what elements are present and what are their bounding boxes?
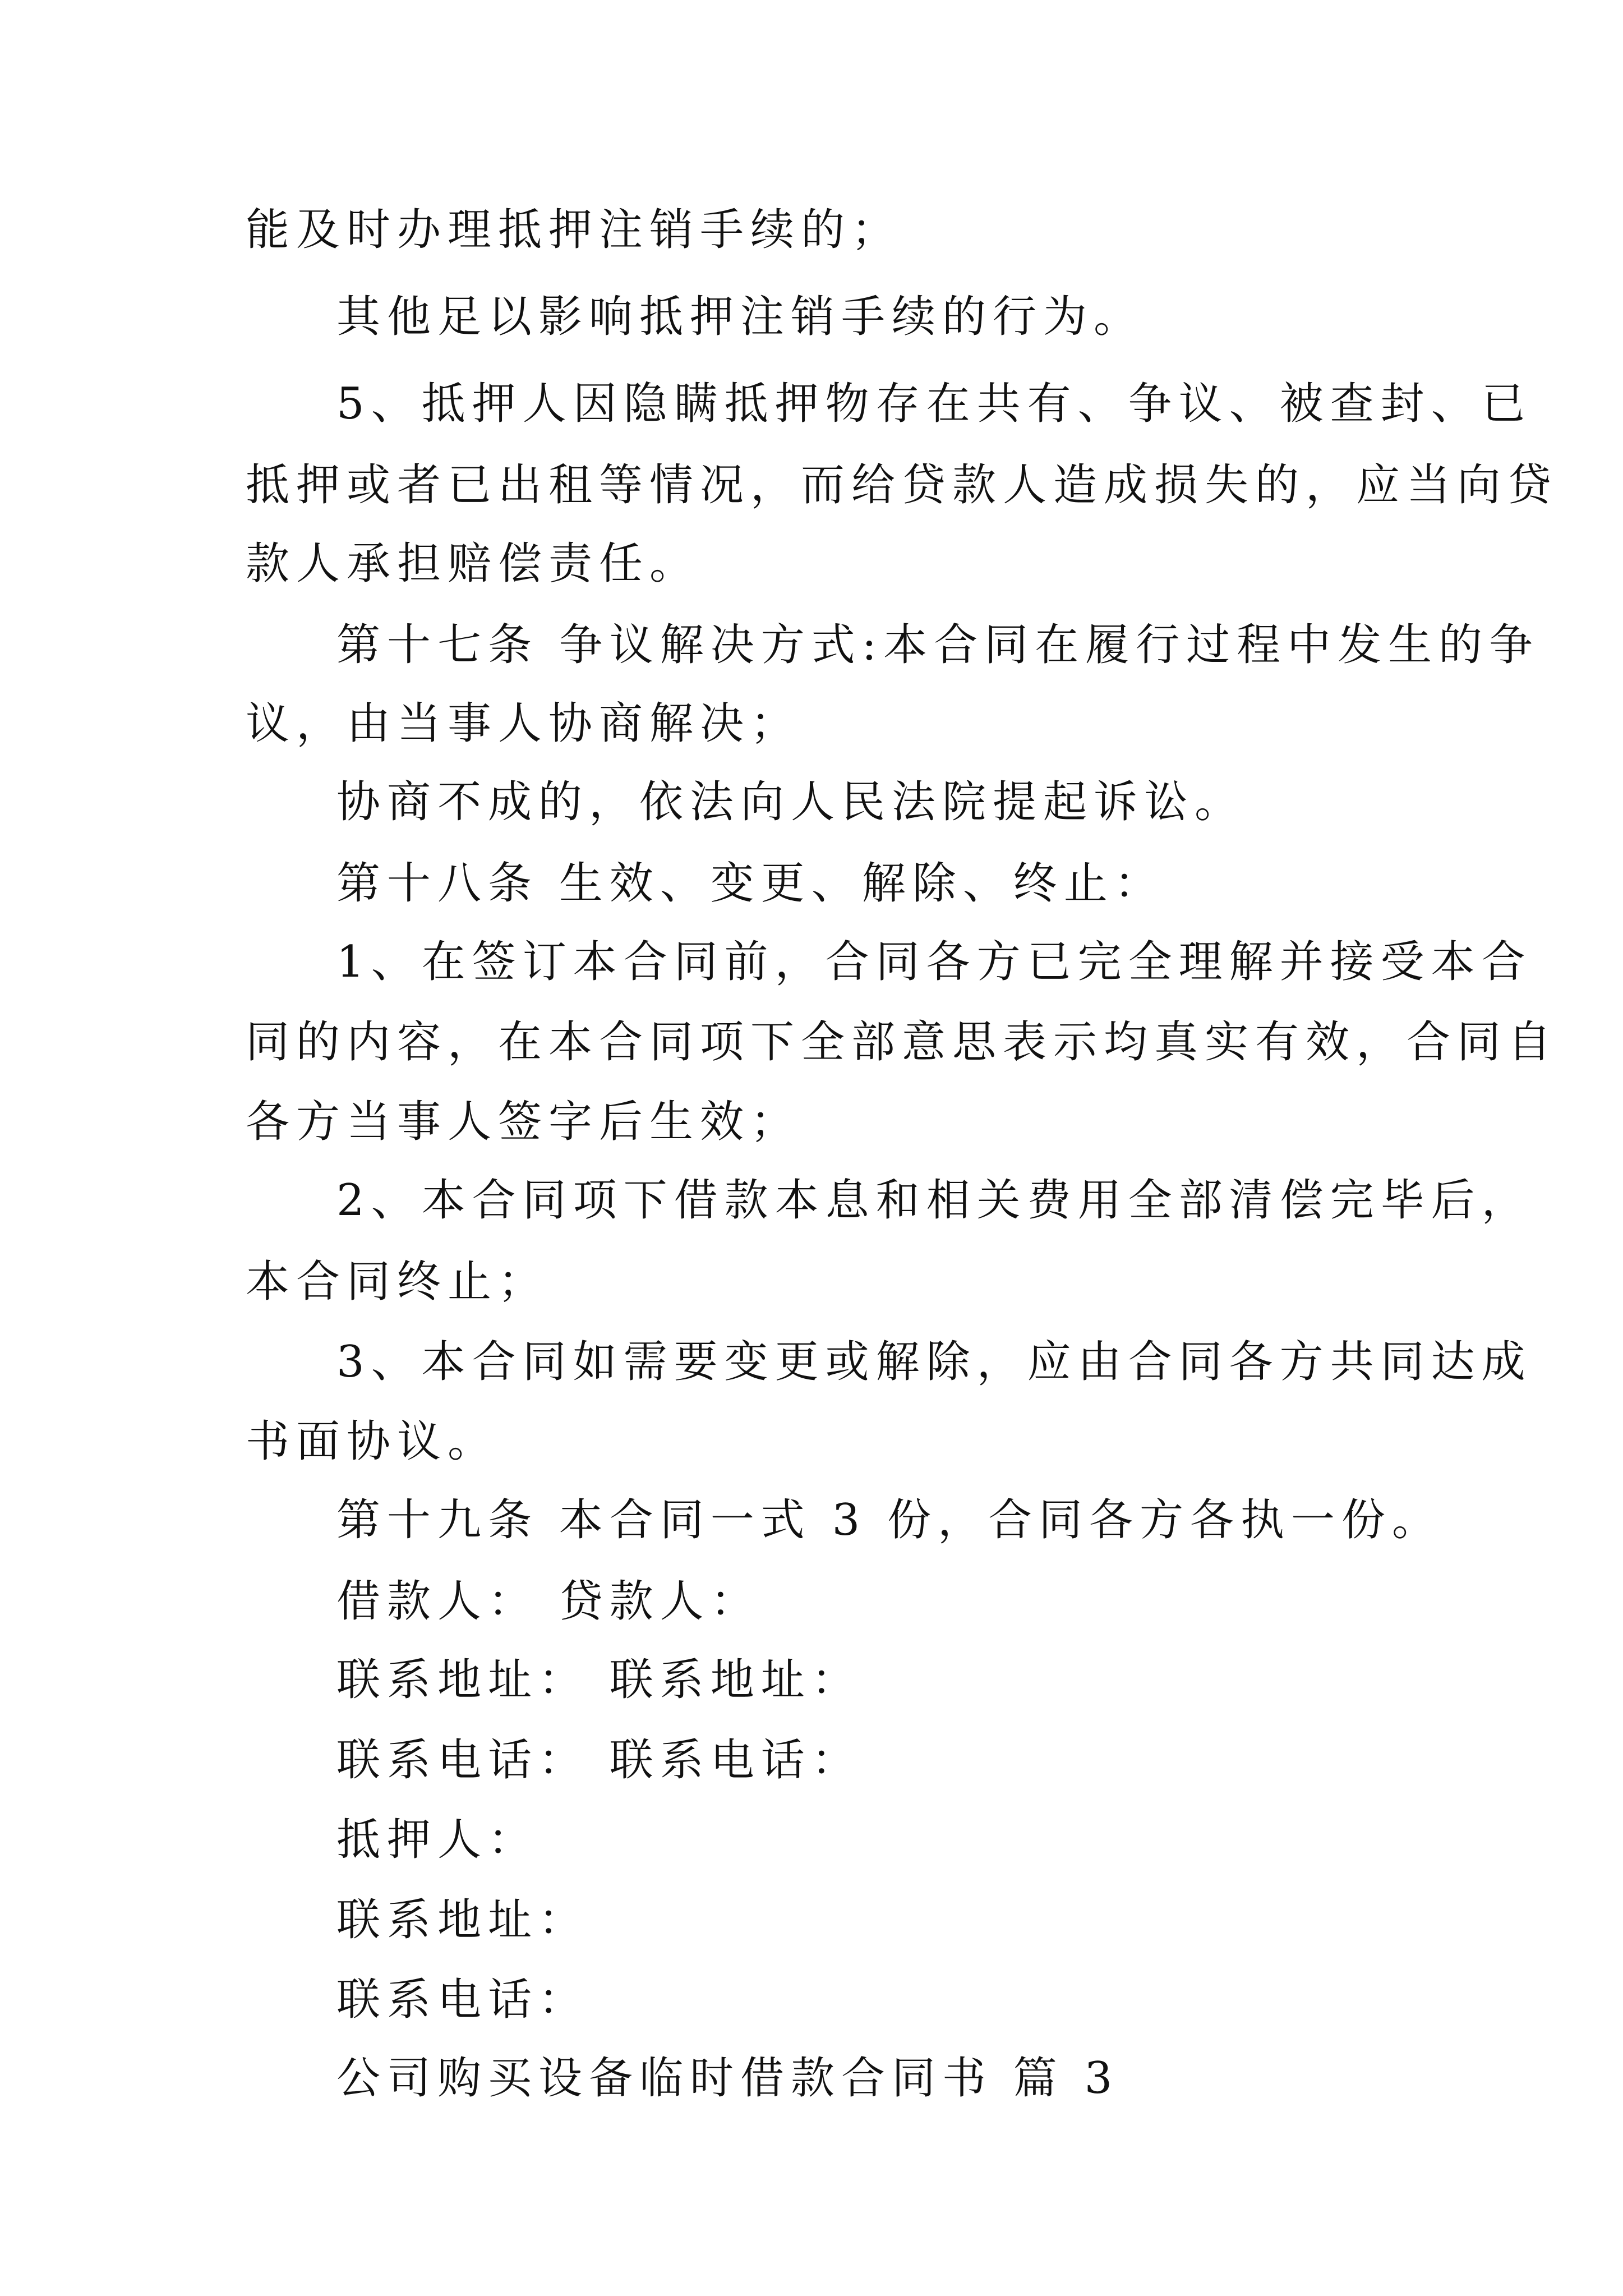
text-line: 本合同终止； <box>246 1257 549 1307</box>
text-line: 1、在签订本合同前，合同各方已完全理解并接受本合 <box>336 937 1532 987</box>
text-line: 联系地址： 联系地址： <box>336 1655 862 1705</box>
text-line: 议，由当事人协商解决； <box>246 698 801 749</box>
text-line: 联系电话： <box>336 1975 589 2025</box>
text-line: 第十八条 生效、变更、解除、终止： <box>336 858 1165 909</box>
text-line: 书面协议。 <box>246 1416 499 1467</box>
text-line: 其他足以影响抵押注销手续的行为。 <box>336 292 1145 342</box>
text-line: 同的内容，在本合同项下全部意思表示均真实有效，合同自 <box>246 1017 1559 1068</box>
text-line: 第十九条 本合同一式 3 份，合同各方各执一份。 <box>336 1495 1443 1545</box>
text-line: 公司购买设备临时借款合同书 篇 3 <box>336 2053 1119 2104</box>
text-line: 第十七条 争议解决方式:本合同在履行过程中发生的争 <box>336 620 1540 670</box>
text-line: 联系地址： <box>336 1895 589 1945</box>
text-line: 联系电话： 联系电话： <box>336 1735 862 1786</box>
text-line: 能及时办理抵押注销手续的； <box>246 205 902 255</box>
text-line: 抵押或者已出租等情况，而给贷款人造成损失的，应当向贷 <box>246 460 1559 510</box>
text-line: 抵押人： <box>336 1815 539 1865</box>
text-line: 各方当事人签字后生效； <box>246 1097 801 1147</box>
text-line: 2、本合同项下借款本息和相关费用全部清偿完毕后， <box>336 1175 1532 1226</box>
text-line: 5、抵押人因隐瞒抵押物存在共有、争议、被查封、已 <box>336 379 1532 429</box>
text-line: 协商不成的，依法向人民法院提起诉讼。 <box>336 777 1246 827</box>
text-line: 借款人： 贷款人： <box>336 1576 761 1627</box>
text-line: 3、本合同如需要变更或解除，应由合同各方共同达成 <box>336 1337 1532 1387</box>
text-line: 款人承担赔偿责任。 <box>246 539 700 589</box>
